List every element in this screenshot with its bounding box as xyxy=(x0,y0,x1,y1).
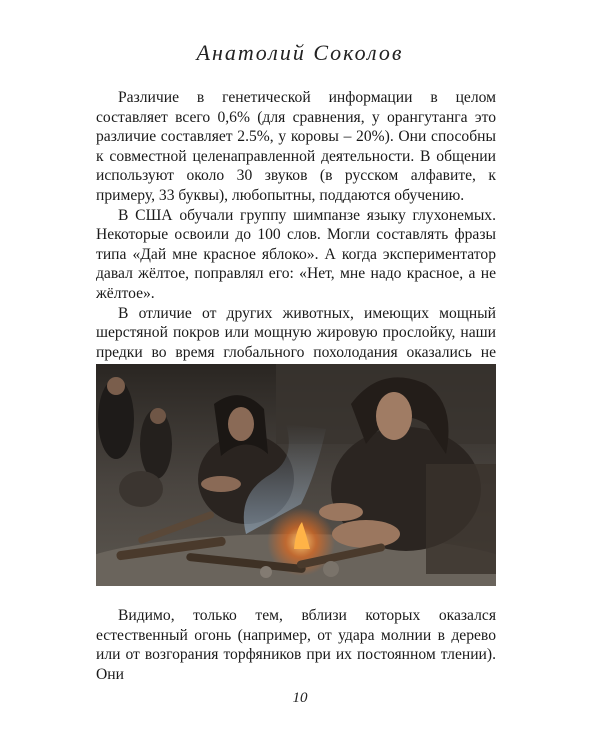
caveman-middle-face xyxy=(228,407,254,441)
paragraph: В США обучали группу шимпанзе языку глухонемых. Некоторые освоили до 100 слов. Могли составлять фразы типа «Дай мне красное яблоко». А когда экспериментатор давал жёлтое, поправлял его: «Нет, мне надо красное, а не жёлтое». xyxy=(96,206,496,302)
running-header-author: Анатолий Соколов xyxy=(196,40,404,65)
caveman-right-leg xyxy=(332,520,400,548)
stone xyxy=(323,561,339,577)
stone xyxy=(260,566,272,578)
paragraph: Различие в генетической информации в целом составляет всего 0,6% (для сравнения, у орангутанга это различие составляет 2.5%, у коровы – 20%). Они способны к совместной целенаправленной деятельности. В общении используют около 30 звуков (в русском алфавите, к примеру, 33 буквы), любопытны, поддаются обучению. xyxy=(96,89,496,204)
background-head xyxy=(107,377,125,395)
caveman-right-face xyxy=(376,392,412,440)
page-number: 10 xyxy=(292,690,308,706)
caveman-right-arm xyxy=(319,503,363,521)
body-text-bottom xyxy=(96,606,496,684)
seated-figure-left xyxy=(119,471,163,507)
background-head xyxy=(150,408,166,424)
paragraph: В отличие от других животных, имеющих мощный шерстяной покров или мощную жировую прослойку, наши предки во время глобального похолодания оказались не xyxy=(96,304,496,361)
fur-texture xyxy=(426,464,496,574)
cavemen-campfire-photo xyxy=(96,364,496,586)
caveman-middle-arm xyxy=(201,476,241,492)
paragraph: Видимо, только тем, вблизи которых оказался естественный огонь (например, от удара молнии в дерево или от возгорания торфяников при их постоянном тлении). Они xyxy=(96,607,496,683)
